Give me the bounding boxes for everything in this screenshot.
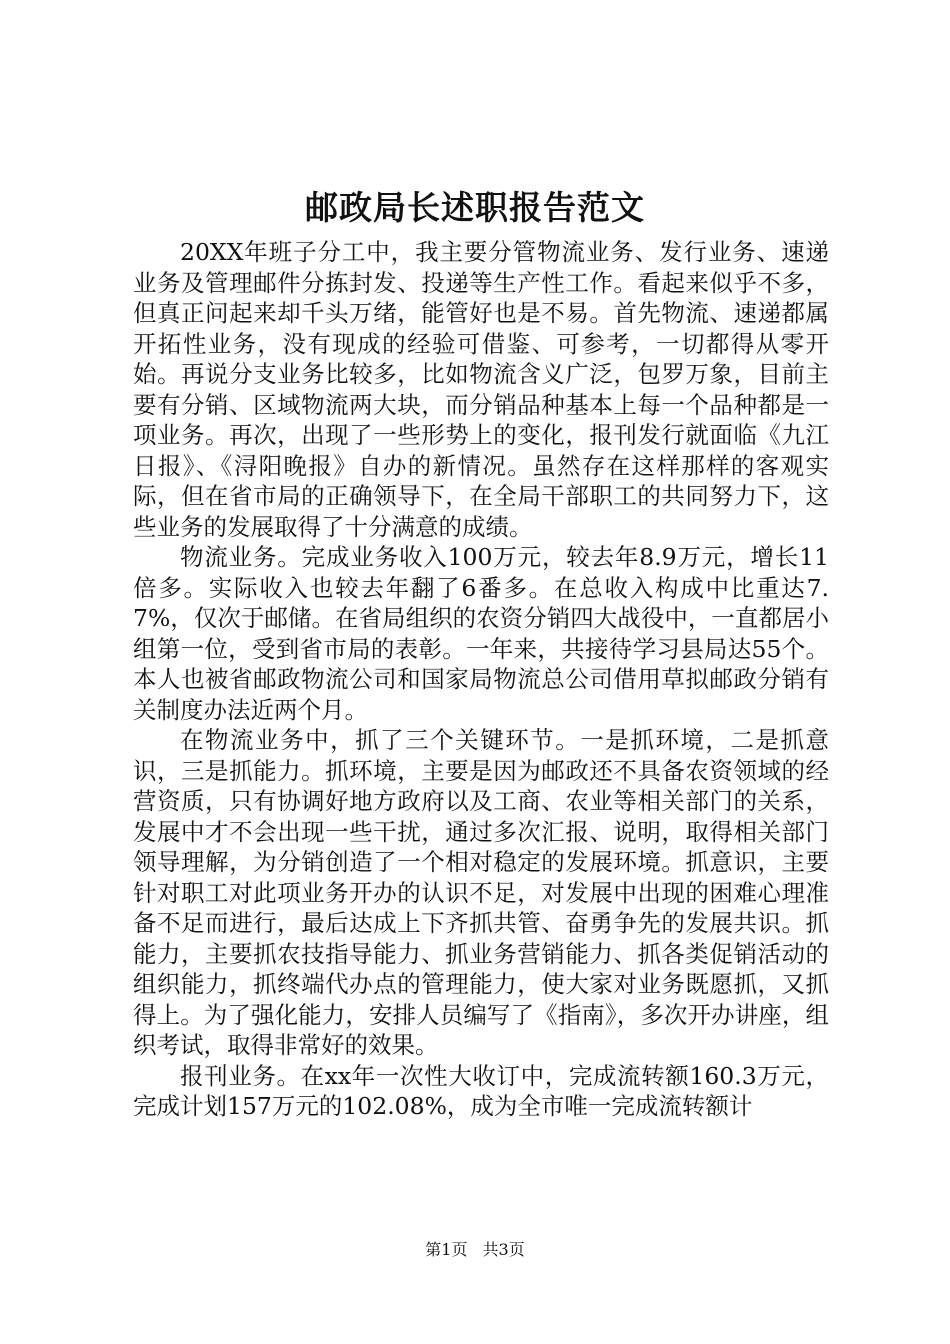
paragraph-newspaper: 报刊业务。在xx年一次性大收订中，完成流转额160.3万元，完成计划157万元的102.08%，成为全市唯一完成流转额计 — [133, 1061, 829, 1120]
paragraph-key-links: 在物流业务中，抓了三个关键环节。一是抓环境，二是抓意识，三是抓能力。抓环境，主要是因为邮政还不具备农资领域的经营资质，只有协调好地方政府以及工商、农业等相关部门的关系，发展中才不会出现一些干扰，通过多次汇报、说明，取得相关部门领导理解，为分销创造了一个相对稳定的发展环境。抓意识，主要针对职工对此项业务开办的认识不足，对发展中出现的困难心理准备不足而进行，最后达成上下齐抓共管、奋勇争先的发展共识。抓能力，主要抓农技指导能力、抓业务营销能力、抓各类促销活动的组织能力，抓终端代办点的管理能力，使大家对业务既愿抓，又抓得上。为了强化能力，安排人员编写了《指南》，多次开办讲座，组织考试，取得非常好的效果。 — [133, 726, 829, 1059]
document-body — [133, 237, 829, 1122]
page-number: 第1页 — [425, 1240, 468, 1259]
page-footer — [0, 1240, 950, 1260]
page-total: 共3页 — [482, 1240, 525, 1259]
paragraph-intro: 20XX年班子分工中，我主要分管物流业务、发行业务、速递业务及管理邮件分拣封发、投递等生产性工作。看起来似乎不多，但真正问起来却千头万绪，能管好也是不易。首先物流、速递都属开拓性业务，没有现成的经验可借鉴、可参考，一切都得从零开始。再说分支业务比较多，比如物流含义广泛，包罗万象，目前主要有分销、区域物流两大块，而分销品种基本上每一个品种都是一项业务。再次，出现了一些形势上的变化，报刊发行就面临《九江日报》、《浔阳晚报》自办的新情况。虽然存在这样那样的客观实际，但在省市局的正确领导下，在全局干部职工的共同努力下，这些业务的发展取得了十分满意的成绩。 — [133, 238, 829, 541]
paragraph-logistics: 物流业务。完成业务收入100万元，较去年8.9万元，增长11倍多。实际收入也较去年翻了6番多。在总收入构成中比重达7.7%，仅次于邮储。在省局组织的农资分销四大战役中，一直都居小组第一位，受到省市局的表彰。一年来，共接待学习县局达55个。本人也被省邮政物流公司和国家局物流总公司借用草拟邮政分销有关制度办法近两个月。 — [133, 543, 829, 724]
document-title: 邮政局长述职报告范文 — [305, 188, 645, 227]
